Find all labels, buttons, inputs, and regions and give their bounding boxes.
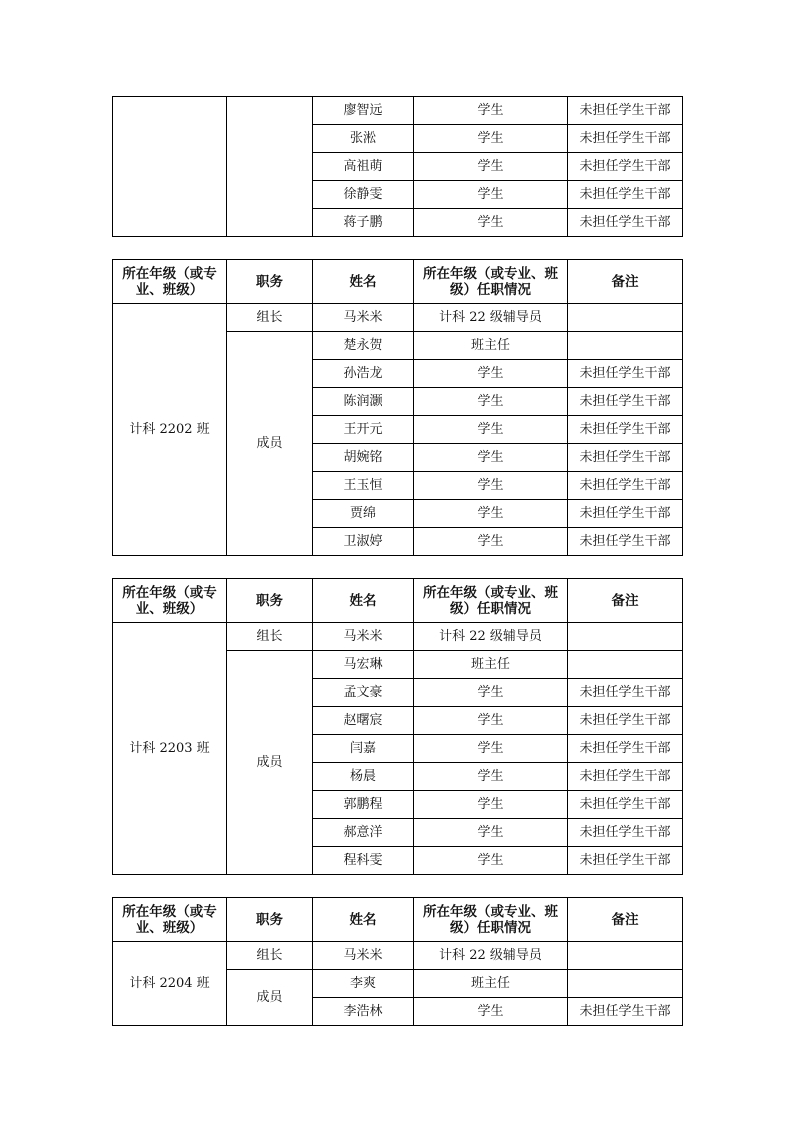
header-row xyxy=(113,260,683,304)
note-cell: 未担任学生干部 xyxy=(568,181,683,209)
roster-table-2202 xyxy=(112,259,683,556)
name-cell: 卫淑婷 xyxy=(313,528,414,556)
header-grade: 所在年级（或专业、班级） xyxy=(113,579,227,623)
table-row xyxy=(113,304,683,332)
name-cell: 陈润灏 xyxy=(313,388,414,416)
role-cell: 成员 xyxy=(227,332,313,556)
note-cell: 未担任学生干部 xyxy=(568,472,683,500)
note-cell: 未担任学生干部 xyxy=(568,791,683,819)
header-position: 所在年级（或专业、班级）任职情况 xyxy=(414,579,568,623)
header-note: 备注 xyxy=(568,579,683,623)
grade-cell: 计科 2203 班 xyxy=(113,623,227,875)
position-cell: 学生 xyxy=(414,472,568,500)
note-cell: 未担任学生干部 xyxy=(568,735,683,763)
note-cell: 未担任学生干部 xyxy=(568,500,683,528)
name-cell: 孟文豪 xyxy=(313,679,414,707)
header-position: 所在年级（或专业、班级）任职情况 xyxy=(414,260,568,304)
note-cell xyxy=(568,304,683,332)
position-cell: 学生 xyxy=(414,500,568,528)
name-cell: 郝意洋 xyxy=(313,819,414,847)
position-cell: 学生 xyxy=(414,707,568,735)
position-cell: 班主任 xyxy=(414,970,568,998)
header-name: 姓名 xyxy=(313,260,414,304)
position-cell: 学生 xyxy=(414,444,568,472)
name-cell: 蒋子鹏 xyxy=(313,209,414,237)
position-cell: 学生 xyxy=(414,847,568,875)
name-cell: 廖智远 xyxy=(313,97,414,125)
note-cell xyxy=(568,970,683,998)
name-cell: 赵曙宸 xyxy=(313,707,414,735)
grade-cell xyxy=(113,97,227,237)
name-cell: 徐静雯 xyxy=(313,181,414,209)
roster-table-continued xyxy=(112,96,683,237)
note-cell: 未担任学生干部 xyxy=(568,819,683,847)
header-position: 所在年级（或专业、班级）任职情况 xyxy=(414,898,568,942)
note-cell: 未担任学生干部 xyxy=(568,416,683,444)
table-row xyxy=(113,97,683,125)
table-row xyxy=(113,942,683,970)
header-row xyxy=(113,898,683,942)
name-cell: 闫嘉 xyxy=(313,735,414,763)
note-cell: 未担任学生干部 xyxy=(568,125,683,153)
header-row xyxy=(113,579,683,623)
header-grade: 所在年级（或专业、班级） xyxy=(113,260,227,304)
note-cell: 未担任学生干部 xyxy=(568,763,683,791)
position-cell: 学生 xyxy=(414,416,568,444)
name-cell: 王开元 xyxy=(313,416,414,444)
header-note: 备注 xyxy=(568,260,683,304)
name-cell: 李浩林 xyxy=(313,998,414,1026)
position-cell: 学生 xyxy=(414,998,568,1026)
name-cell: 王玉恒 xyxy=(313,472,414,500)
position-cell: 班主任 xyxy=(414,651,568,679)
role-cell: 成员 xyxy=(227,970,313,1026)
note-cell: 未担任学生干部 xyxy=(568,97,683,125)
grade-cell: 计科 2202 班 xyxy=(113,304,227,556)
header-grade: 所在年级（或专业、班级） xyxy=(113,898,227,942)
name-cell: 楚永贺 xyxy=(313,332,414,360)
grade-cell: 计科 2204 班 xyxy=(113,942,227,1026)
position-cell: 计科 22 级辅导员 xyxy=(414,304,568,332)
position-cell: 班主任 xyxy=(414,332,568,360)
position-cell: 学生 xyxy=(414,388,568,416)
name-cell: 马宏琳 xyxy=(313,651,414,679)
header-role: 职务 xyxy=(227,260,313,304)
header-note: 备注 xyxy=(568,898,683,942)
position-cell: 计科 22 级辅导员 xyxy=(414,942,568,970)
name-cell: 贾绵 xyxy=(313,500,414,528)
note-cell: 未担任学生干部 xyxy=(568,360,683,388)
header-name: 姓名 xyxy=(313,898,414,942)
note-cell xyxy=(568,332,683,360)
name-cell: 杨晨 xyxy=(313,763,414,791)
position-cell: 学生 xyxy=(414,528,568,556)
role-cell xyxy=(227,97,313,237)
note-cell: 未担任学生干部 xyxy=(568,679,683,707)
header-name: 姓名 xyxy=(313,579,414,623)
note-cell: 未担任学生干部 xyxy=(568,209,683,237)
note-cell xyxy=(568,623,683,651)
note-cell xyxy=(568,651,683,679)
role-cell: 组长 xyxy=(227,623,313,651)
role-cell: 成员 xyxy=(227,651,313,875)
name-cell: 马米米 xyxy=(313,304,414,332)
note-cell: 未担任学生干部 xyxy=(568,528,683,556)
header-role: 职务 xyxy=(227,898,313,942)
name-cell: 马米米 xyxy=(313,942,414,970)
position-cell: 学生 xyxy=(414,791,568,819)
note-cell: 未担任学生干部 xyxy=(568,707,683,735)
roster-table-2203 xyxy=(112,578,683,875)
name-cell: 张淞 xyxy=(313,125,414,153)
name-cell: 马米米 xyxy=(313,623,414,651)
position-cell: 学生 xyxy=(414,819,568,847)
position-cell: 学生 xyxy=(414,209,568,237)
position-cell: 学生 xyxy=(414,181,568,209)
position-cell: 学生 xyxy=(414,360,568,388)
name-cell: 郭鹏程 xyxy=(313,791,414,819)
position-cell: 学生 xyxy=(414,679,568,707)
note-cell xyxy=(568,942,683,970)
note-cell: 未担任学生干部 xyxy=(568,388,683,416)
table-row xyxy=(113,623,683,651)
note-cell: 未担任学生干部 xyxy=(568,153,683,181)
role-cell: 组长 xyxy=(227,304,313,332)
note-cell: 未担任学生干部 xyxy=(568,847,683,875)
name-cell: 程科雯 xyxy=(313,847,414,875)
note-cell: 未担任学生干部 xyxy=(568,998,683,1026)
position-cell: 学生 xyxy=(414,763,568,791)
roster-table-2204 xyxy=(112,897,683,1026)
name-cell: 孙浩龙 xyxy=(313,360,414,388)
role-cell: 组长 xyxy=(227,942,313,970)
position-cell: 计科 22 级辅导员 xyxy=(414,623,568,651)
position-cell: 学生 xyxy=(414,735,568,763)
name-cell: 胡婉铭 xyxy=(313,444,414,472)
name-cell: 高祖萌 xyxy=(313,153,414,181)
position-cell: 学生 xyxy=(414,125,568,153)
name-cell: 李爽 xyxy=(313,970,414,998)
header-role: 职务 xyxy=(227,579,313,623)
position-cell: 学生 xyxy=(414,97,568,125)
position-cell: 学生 xyxy=(414,153,568,181)
note-cell: 未担任学生干部 xyxy=(568,444,683,472)
